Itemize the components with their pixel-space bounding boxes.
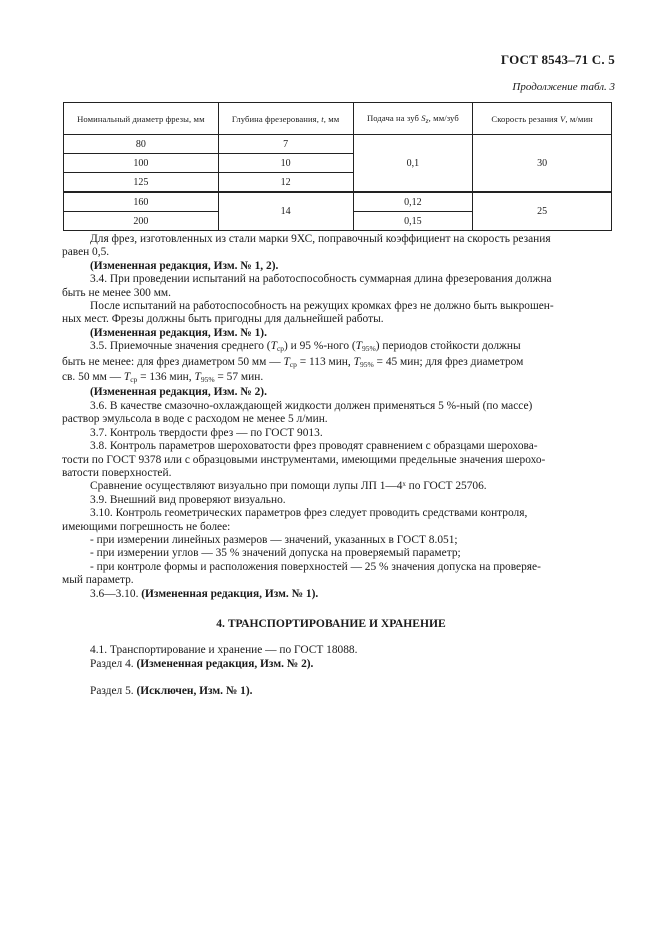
symbol-T: T	[283, 355, 290, 368]
line: 3.8. Контроль параметров шероховатости фрез проводят сравнением с образцами шерохова-	[90, 440, 538, 453]
text-run: = 113 мин,	[296, 355, 354, 368]
subscript-cp: ср	[276, 344, 285, 354]
subscript-95: 95%	[362, 344, 376, 354]
paragraph-3-6-cont	[62, 413, 600, 426]
paragraph-3-5-line3	[62, 371, 600, 386]
cell-diameter: 125	[64, 173, 219, 193]
header-speed-unit: , м/мин	[565, 113, 593, 124]
text-run-bold: (Исключен, Изм. № 1).	[136, 685, 253, 698]
paragraph-3-4	[90, 273, 600, 286]
header-feed	[353, 103, 473, 135]
line: тости по ГОСТ 9378 или с образцовыми инструментами, имеющими предельные значения шерохо-	[62, 453, 546, 466]
symbol-T: T	[353, 355, 360, 368]
subscript-cp: ср	[289, 359, 297, 369]
paragraph-3-8	[90, 440, 600, 453]
paragraph-3-10-cont	[62, 521, 600, 534]
cell-depth-group2: 14	[218, 192, 353, 231]
symbol-T: T	[355, 340, 362, 353]
text-run: ) и 95 %-ного (	[284, 340, 356, 353]
line: быть не менее 300 мм.	[62, 286, 171, 299]
header-feed-subscript: z	[425, 115, 429, 125]
paragraph-3-9: 3.9. Внешний вид проверяют визуально.	[90, 493, 286, 506]
spacer	[90, 671, 600, 685]
section-4-note	[90, 658, 600, 671]
paragraph-3-4-after-test	[90, 300, 600, 313]
paragraph-3-4-cont	[62, 287, 600, 300]
text-run: = 136 мин,	[137, 371, 195, 384]
line: мый параметр.	[62, 574, 134, 587]
text-run: св. 50 мм —	[62, 371, 124, 384]
paragraph-alloy-coefficient-cont	[62, 246, 600, 259]
header-diameter: Номинальный диаметр фрезы, мм	[64, 103, 219, 135]
paragraph-alloy-coefficient	[90, 233, 600, 246]
paragraph-3-5-line2	[62, 356, 600, 371]
cell-speed-group1: 30	[473, 135, 612, 193]
line: равен 0,5.	[62, 246, 110, 259]
list-item	[90, 561, 600, 574]
amendment-note: (Измененная редакция, Изм. № 1).	[90, 326, 267, 339]
text-run: 3.5. Приемочные значения среднего (	[90, 340, 271, 353]
line: 3.10. Контроль геометрических параметров фрез следует проводить средствами контроля,	[90, 507, 528, 520]
text-run: Раздел 5.	[90, 685, 137, 698]
cell-depth: 12	[218, 173, 353, 193]
cell-depth: 7	[218, 135, 353, 154]
paragraph-3-8-line3	[62, 467, 600, 480]
list-item: - при измерении линейных размеров — значений, указанных в ГОСТ 8.051;	[90, 533, 458, 546]
cell-diameter: 80	[64, 135, 219, 154]
section-5-note	[90, 685, 600, 698]
cell-depth: 10	[218, 154, 353, 173]
header-depth-text: Глубина фрезерования,	[231, 113, 319, 124]
list-item-cont	[62, 574, 600, 587]
body-text	[62, 233, 600, 699]
table-row	[64, 192, 612, 212]
paragraph-4-1: 4.1. Транспортирование и хранение — по ГОСТ 18088.	[90, 644, 358, 657]
subscript-cp: ср	[130, 375, 138, 385]
amendment-note-3-6-3-10	[90, 588, 600, 601]
list-item: - при измерении углов — 35 % значений допуска на проверяемый параметр;	[90, 547, 461, 560]
header-speed	[473, 103, 612, 135]
line: ватости поверхностей.	[62, 466, 172, 479]
line: 3.4. При проведении испытаний на работоспособность суммарная длина фрезерования должна	[90, 273, 552, 286]
text-run: быть не менее: для фрез диаметром 50 мм —	[62, 355, 284, 368]
text-run-bold: (Измененная редакция, Изм. № 2).	[136, 657, 314, 670]
cell-diameter: 100	[64, 154, 219, 173]
symbol-T: T	[270, 340, 277, 353]
cell-feed: 0,12	[353, 192, 473, 212]
cell-speed-group2: 25	[473, 192, 612, 231]
cutting-modes-table	[63, 102, 612, 231]
text-run: 3.6—3.10.	[90, 587, 142, 600]
paragraph-3-6	[90, 400, 600, 413]
amendment-note: (Измененная редакция, Изм. № 2).	[90, 386, 267, 399]
cell-feed-group1: 0,1	[353, 135, 473, 193]
text-run: Раздел 4.	[90, 657, 137, 670]
line: имеющими погрешность не более:	[62, 520, 231, 533]
symbol-T: T	[194, 371, 201, 384]
symbol-T: T	[123, 371, 131, 384]
line: После испытаний на работоспособность на режущих кромках фрез не должно быть выкрошен-	[90, 300, 554, 313]
line: раствор эмульсола в воде с расходом не менее 5 л/мин.	[62, 413, 328, 426]
amendment-note: (Измененная редакция, Изм. № 1, 2).	[90, 259, 279, 272]
paragraph-3-5	[90, 340, 600, 355]
header-speed-text: Скорость резания	[491, 113, 558, 124]
subscript-95: 95%	[200, 375, 215, 385]
header-depth-symbol: t	[321, 113, 324, 124]
header-feed-symbol: S	[421, 112, 426, 123]
paragraph-3-8-comparison: Сравнение осуществляют визуально при помощи лупы ЛП 1—4ˣ по ГОСТ 25706.	[90, 480, 487, 493]
subscript-95: 95%	[359, 359, 374, 369]
page-header-title: ГОСТ 8543–71 С. 5	[500, 52, 615, 67]
line: 3.6. В качестве смазочно-охлаждающей жидкости должен применяться 5 %-ный (по массе)	[90, 399, 533, 412]
cell-diameter: 160	[64, 192, 219, 212]
header-depth-unit: , мм	[323, 113, 340, 124]
text-run: = 45 мин; для фрез диаметром	[373, 355, 524, 368]
header-speed-symbol: V	[560, 113, 566, 124]
text-run: ) периодов стойкости должны	[375, 340, 521, 353]
text-run-bold: (Измененная редакция, Изм. № 1).	[141, 587, 319, 600]
table-header-row	[64, 103, 612, 135]
header-feed-text: Подача на зуб	[366, 112, 419, 123]
text-run: = 57 мин.	[214, 371, 264, 384]
line: Для фрез, изготовленных из стали марки 9ХС, поправочный коэффициент на скорость резания	[90, 233, 551, 245]
table-row	[64, 135, 612, 154]
line: ных мест. Фрезы должны быть пригодны для дальнейшей работы.	[62, 313, 384, 326]
paragraph-3-10	[90, 507, 600, 520]
paragraph-3-8-line2	[62, 454, 600, 467]
cell-diameter: 200	[64, 212, 219, 231]
line: - при контроле формы и расположения поверхностей — 25 % значения допуска на проверяе-	[90, 560, 541, 573]
section-title: 4. ТРАНСПОРТИРОВАНИЕ И ХРАНЕНИЕ	[216, 616, 446, 630]
table-continuation-label: Продолжение табл. 3	[512, 81, 615, 93]
paragraph-3-7: 3.7. Контроль твердости фрез — по ГОСТ 9013.	[90, 426, 323, 439]
header-feed-unit: , мм/зуб	[428, 112, 459, 123]
paragraph-3-4-after-test-cont	[62, 313, 600, 326]
cell-feed: 0,15	[353, 212, 473, 231]
header-depth	[218, 103, 353, 135]
